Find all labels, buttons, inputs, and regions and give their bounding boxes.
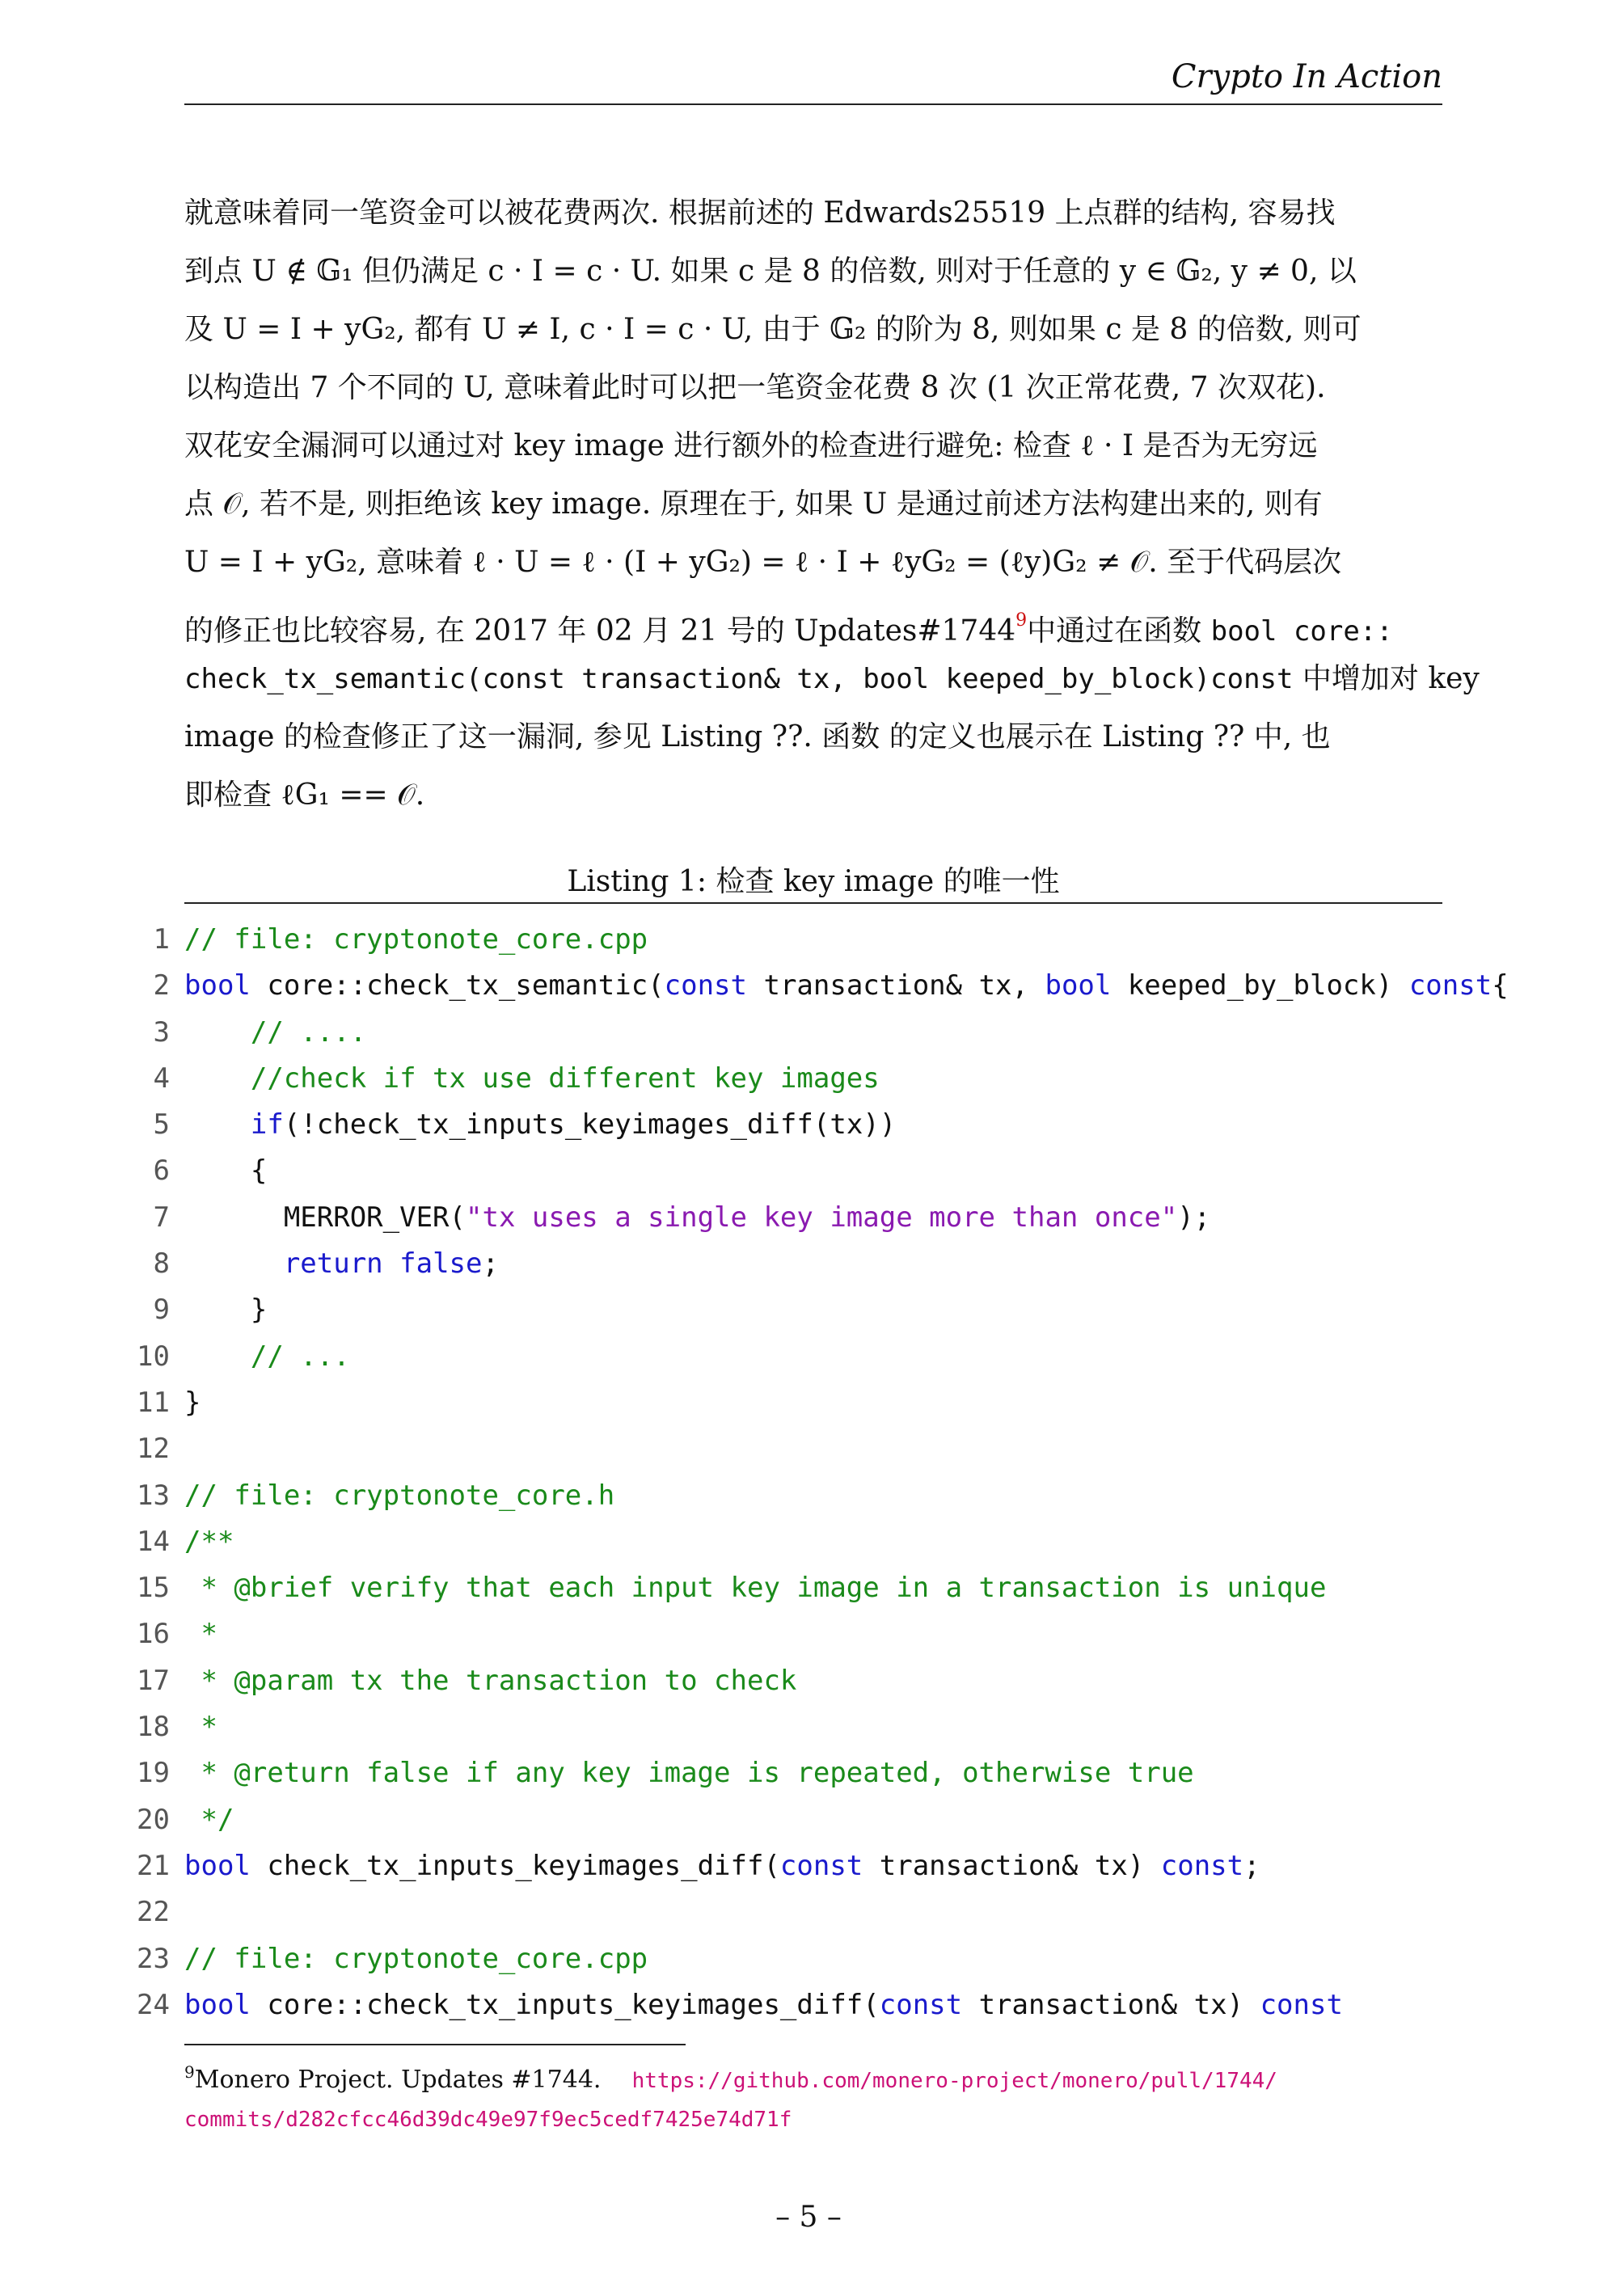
paragraph-line: 就意味着同一笔资金可以被花费两次. 根据前述的 Edwards25519 上点群的结构, 容易找 <box>184 196 1336 230</box>
code-text <box>184 1334 350 1380</box>
code-token-comment: /** <box>184 1525 234 1558</box>
body-paragraph <box>184 184 1480 825</box>
line-number: 16 <box>137 1618 170 1651</box>
code-token-keyword: if <box>250 1108 284 1142</box>
code-token-keyword: false <box>399 1247 483 1281</box>
code-token-keyword: const <box>664 969 747 1002</box>
code-text <box>184 1056 880 1102</box>
code-token-plain: core::check_tx_inputs_keyimages_diff( <box>250 1988 880 2021</box>
line-number: 23 <box>137 1942 170 1975</box>
line-number: 11 <box>137 1386 170 1419</box>
code-token-comment: * @return false if any key image is repeated, otherwise true <box>184 1757 1194 1790</box>
code-token-keyword: bool <box>184 969 251 1002</box>
line-number: 21 <box>137 1849 170 1882</box>
code-token-string: "tx uses a single key image more than once" <box>466 1201 1178 1234</box>
code-token-keyword: const <box>879 1988 963 2021</box>
footnote-text: Monero Project. Updates #1744. <box>194 2066 602 2094</box>
footnote-rule <box>184 2044 686 2045</box>
paragraph-line <box>184 592 1442 650</box>
code-text <box>184 1750 1194 1796</box>
line-number: 5 <box>153 1108 170 1142</box>
code-token-keyword: const <box>1160 1849 1244 1882</box>
line-number: 8 <box>153 1247 170 1281</box>
code-text <box>184 1148 267 1194</box>
code-token-plain: } <box>184 1386 201 1419</box>
code-line <box>129 1750 1455 1796</box>
code-token-keyword: bool <box>184 1988 251 2021</box>
code-token-keyword: const <box>1408 969 1492 1002</box>
code-line <box>129 1195 1455 1241</box>
code-token-plain <box>184 1062 251 1095</box>
code-text <box>184 1010 366 1056</box>
line-number: 18 <box>137 1711 170 1744</box>
code-token-keyword: return <box>283 1247 383 1281</box>
paragraph-line: 即检查 ℓG₁ == 𝒪. <box>184 779 425 812</box>
code-token-plain: check_tx_inputs_keyimages_diff( <box>250 1849 780 1882</box>
code-line <box>129 1334 1455 1380</box>
paragraph-line: 点 𝒪, 若不是, 则拒绝该 key image. 原理在于, 如果 U 是通过前述方法构建出来的, 则有 <box>184 487 1323 521</box>
line-number: 12 <box>137 1433 170 1466</box>
code-line <box>129 1611 1455 1657</box>
footnote-link[interactable]: https://github.com/monero-project/monero/pull/1744/ <box>631 2069 1277 2093</box>
line-number: 10 <box>137 1340 170 1373</box>
paragraph-line: 到点 U ∉ 𝔾₁ 但仍满足 c · I = c · U. 如果 c 是 8 的倍数, 则对于任意的 y ∈ 𝔾₂, y ≠ 0, 以 <box>184 255 1357 288</box>
code-text <box>184 1380 201 1426</box>
code-text <box>184 1843 1260 1889</box>
code-listing <box>129 917 1509 2028</box>
footnote-reference[interactable]: 9 <box>1015 610 1028 631</box>
code-text <box>184 1241 499 1287</box>
code-text <box>184 1658 796 1704</box>
code-line <box>129 1889 1455 1935</box>
code-line <box>129 1704 1455 1750</box>
code-text <box>184 1611 217 1657</box>
code-line <box>129 1148 1455 1194</box>
code-text <box>184 1982 1343 2028</box>
code-token-keyword: const <box>779 1849 863 1882</box>
paragraph-line: U = I + yG₂, 意味着 ℓ · U = ℓ · (I + yG₂) = ℓ · I + ℓyG₂ = (ℓy)G₂ ≠ 𝒪. 至于代码层次 <box>184 546 1342 579</box>
code-text <box>184 1102 896 1148</box>
footnote-link[interactable]: commits/d282cfcc46d39dc49e97f9ec5cedf7425e74d71f <box>184 2108 792 2132</box>
code-token-plain <box>184 1108 251 1141</box>
line-number: 19 <box>137 1757 170 1790</box>
line-number: 3 <box>153 1015 170 1049</box>
code-line <box>129 1010 1455 1056</box>
code-token-comment: * <box>184 1618 217 1651</box>
code-token-comment: * <box>184 1711 217 1744</box>
code-token-comment: */ <box>184 1803 234 1836</box>
code-text <box>184 1936 648 1982</box>
code-token-comment: // file: cryptonote_core.h <box>184 1479 615 1512</box>
code-token-plain: (!check_tx_inputs_keyimages_diff(tx)) <box>283 1108 897 1142</box>
code-token-plain: } <box>184 1294 268 1327</box>
code-text <box>184 1797 234 1843</box>
code-line <box>129 1287 1455 1333</box>
code-token-plain <box>184 1016 251 1049</box>
code-token-comment: * @param tx the transaction to check <box>184 1664 797 1697</box>
code-token-keyword: bool <box>184 1849 251 1882</box>
code-text <box>184 1565 1326 1611</box>
code-token-plain: core::check_tx_semantic( <box>250 969 665 1002</box>
listing-top-rule <box>184 902 1442 904</box>
line-number: 24 <box>137 1988 170 2021</box>
code-token-plain <box>184 1340 251 1373</box>
code-line <box>129 1797 1455 1843</box>
code-token-plain: { <box>184 1154 268 1188</box>
code-line <box>129 1241 1455 1287</box>
code-token-plain: ); <box>1177 1201 1211 1234</box>
line-number: 7 <box>153 1201 170 1234</box>
code-line <box>129 1936 1455 1982</box>
code-line <box>129 1426 1455 1472</box>
code-line <box>129 1843 1455 1889</box>
line-number: 6 <box>153 1154 170 1188</box>
line-number: 14 <box>137 1525 170 1558</box>
code-token-plain: MERROR_VER( <box>184 1201 466 1234</box>
header-title: Crypto In Action <box>1171 58 1442 95</box>
code-token-plain: ; <box>1243 1849 1260 1882</box>
code-token-plain: transaction& tx) <box>863 1849 1161 1882</box>
running-header <box>184 57 1442 105</box>
code-text <box>184 1519 234 1565</box>
line-number: 17 <box>137 1664 170 1697</box>
paragraph-line: image 的检查修正了这一漏洞, 参见 Listing ??. 函数 的定义也展示在 Listing ?? 中, 也 <box>184 720 1331 753</box>
paragraph-line: 双花安全漏洞可以通过对 key image 进行额外的检查进行避免: 检查 ℓ · I 是否为无穷远 <box>184 429 1318 462</box>
line-number: 15 <box>137 1572 170 1605</box>
line-number: 20 <box>137 1803 170 1836</box>
code-token-plain: { <box>1492 969 1509 1002</box>
code-line <box>129 1056 1455 1102</box>
code-line <box>129 1658 1455 1704</box>
paragraph-line <box>184 650 1480 708</box>
code-line <box>129 1380 1455 1426</box>
paragraph-line: 以构造出 7 个不同的 U, 意味着此时可以把一笔资金花费 8 次 (1 次正常花费, 7 次双花). <box>184 371 1326 404</box>
footnote-line <box>184 2096 1442 2142</box>
code-text <box>184 1473 614 1519</box>
line-number: 9 <box>153 1294 170 1327</box>
code-line <box>129 1519 1455 1565</box>
code-token-comment: // .... <box>250 1015 367 1049</box>
code-line <box>129 1982 1455 2028</box>
code-line <box>129 1473 1455 1519</box>
code-token-plain: ; <box>482 1247 499 1281</box>
code-token-comment: // file: cryptonote_core.cpp <box>184 1942 648 1975</box>
page-number: – 5 – <box>775 2201 842 2234</box>
footnote-line <box>184 2049 1442 2096</box>
code-token-plain <box>383 1247 399 1280</box>
code-token-keyword: bool <box>1045 969 1112 1002</box>
code-text <box>184 1195 1210 1241</box>
code-line <box>129 1102 1455 1148</box>
code-text <box>184 1704 217 1750</box>
footnote-mark: 9 <box>184 2062 195 2082</box>
code-token-comment: // ... <box>250 1340 350 1373</box>
code-token-plain: transaction& tx) <box>962 1988 1260 2021</box>
paragraph-line: 及 U = I + yG₂, 都有 U ≠ I, c · I = c · U, 由于 𝔾₂ 的阶为 8, 则如果 c 是 8 的倍数, 则可 <box>184 313 1362 346</box>
code-token-comment: //check if tx use different key images <box>250 1061 880 1095</box>
code-text <box>184 917 648 963</box>
paragraph-text: 的修正也比较容易, 在 2017 年 02 月 21 号的 Updates#1744 <box>184 614 1016 648</box>
code-text <box>184 1287 267 1333</box>
line-number: 22 <box>137 1896 170 1929</box>
code-line <box>129 917 1455 963</box>
code-line <box>129 1565 1455 1611</box>
code-token-comment: * @brief verify that each input key image in a transaction is unique <box>184 1572 1327 1605</box>
code-text <box>184 963 1509 1009</box>
line-number: 4 <box>153 1061 170 1095</box>
line-number: 2 <box>153 969 170 1002</box>
code-token-plain: keeped_by_block) <box>1111 969 1409 1002</box>
code-token-plain <box>184 1247 284 1280</box>
code-token-keyword: const <box>1260 1988 1343 2021</box>
line-number: 1 <box>153 923 170 956</box>
code-line <box>129 963 1509 1009</box>
footnote <box>184 2049 1442 2142</box>
line-number: 13 <box>137 1479 170 1512</box>
paragraph-text: 中通过在函数 <box>1027 614 1211 648</box>
code-token-comment: // file: cryptonote_core.cpp <box>184 923 648 956</box>
inline-code: check_tx_semantic(const transaction& tx, bool keeped_by_block)const <box>184 663 1294 695</box>
listing-caption: Listing 1: 检查 key image 的唯一性 <box>567 865 1060 898</box>
code-token-plain: transaction& tx, <box>747 969 1045 1002</box>
inline-code: bool core:: <box>1210 615 1393 648</box>
paragraph-text: 中增加对 key <box>1293 662 1480 695</box>
